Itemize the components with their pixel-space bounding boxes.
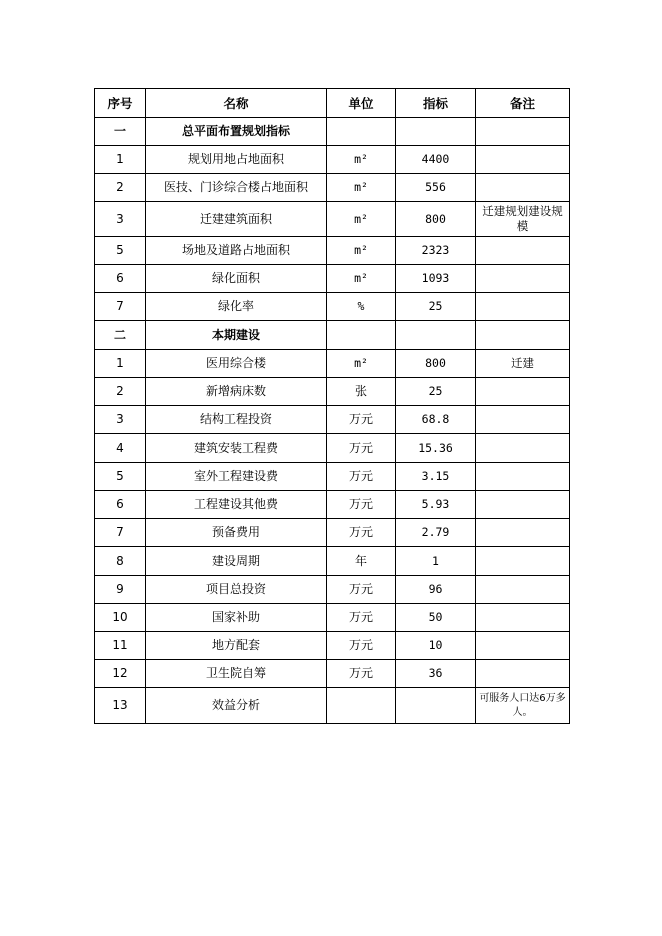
row-unit bbox=[327, 688, 396, 724]
empty-cell bbox=[327, 118, 396, 146]
row-name: 建筑安装工程费 bbox=[146, 434, 327, 463]
row-note bbox=[476, 406, 570, 434]
row-note bbox=[476, 237, 570, 265]
empty-cell bbox=[396, 118, 476, 146]
table-row bbox=[95, 146, 570, 174]
row-value: 25 bbox=[396, 293, 476, 321]
table-row bbox=[95, 547, 570, 576]
section-title: 本期建设 bbox=[146, 321, 327, 350]
row-value: 3.15 bbox=[396, 463, 476, 491]
section-row bbox=[95, 118, 570, 146]
row-number: 3 bbox=[95, 202, 146, 237]
row-note bbox=[476, 632, 570, 660]
row-value: 5.93 bbox=[396, 491, 476, 519]
row-unit: m² bbox=[327, 202, 396, 237]
empty-cell bbox=[396, 321, 476, 350]
row-name: 工程建设其他费 bbox=[146, 491, 327, 519]
table-row bbox=[95, 660, 570, 688]
row-unit: 万元 bbox=[327, 604, 396, 632]
row-number: 12 bbox=[95, 660, 146, 688]
row-unit: m² bbox=[327, 350, 396, 378]
row-unit: 万元 bbox=[327, 576, 396, 604]
row-name: 场地及道路占地面积 bbox=[146, 237, 327, 265]
row-note: 迁建规划建设规模 bbox=[476, 202, 570, 237]
row-number: 11 bbox=[95, 632, 146, 660]
table-row bbox=[95, 604, 570, 632]
row-name: 地方配套 bbox=[146, 632, 327, 660]
empty-cell bbox=[476, 321, 570, 350]
row-note bbox=[476, 519, 570, 547]
row-number: 5 bbox=[95, 463, 146, 491]
row-value: 2323 bbox=[396, 237, 476, 265]
header-row bbox=[95, 89, 570, 118]
row-unit: m² bbox=[327, 265, 396, 293]
header-cell-unit: 单位 bbox=[327, 89, 396, 118]
row-name: 室外工程建设费 bbox=[146, 463, 327, 491]
row-number: 9 bbox=[95, 576, 146, 604]
row-unit: 万元 bbox=[327, 463, 396, 491]
row-number: 1 bbox=[95, 146, 146, 174]
row-number: 2 bbox=[95, 174, 146, 202]
table-row bbox=[95, 576, 570, 604]
row-value: 50 bbox=[396, 604, 476, 632]
table-row bbox=[95, 519, 570, 547]
row-note: 迁建 bbox=[476, 350, 570, 378]
section-number: 二 bbox=[95, 321, 146, 350]
row-number: 6 bbox=[95, 491, 146, 519]
row-number: 10 bbox=[95, 604, 146, 632]
section-number: 一 bbox=[95, 118, 146, 146]
row-value: 1 bbox=[396, 547, 476, 576]
row-value: 2.79 bbox=[396, 519, 476, 547]
row-note bbox=[476, 660, 570, 688]
table-row bbox=[95, 378, 570, 406]
row-unit: % bbox=[327, 293, 396, 321]
section-row bbox=[95, 321, 570, 350]
row-note bbox=[476, 463, 570, 491]
row-name: 国家补助 bbox=[146, 604, 327, 632]
row-value: 800 bbox=[396, 350, 476, 378]
row-value: 1093 bbox=[396, 265, 476, 293]
row-note bbox=[476, 547, 570, 576]
row-note: 可服务人口达6万多人。 bbox=[476, 688, 570, 724]
row-value: 15.36 bbox=[396, 434, 476, 463]
table-row bbox=[95, 434, 570, 463]
row-note bbox=[476, 434, 570, 463]
row-note bbox=[476, 378, 570, 406]
row-value: 800 bbox=[396, 202, 476, 237]
row-name: 卫生院自筹 bbox=[146, 660, 327, 688]
header-cell-name: 名称 bbox=[146, 89, 327, 118]
row-value: 68.8 bbox=[396, 406, 476, 434]
row-unit: 万元 bbox=[327, 406, 396, 434]
row-name: 医技、门诊综合楼占地面积 bbox=[146, 174, 327, 202]
row-name: 效益分析 bbox=[146, 688, 327, 724]
row-unit: m² bbox=[327, 174, 396, 202]
header-cell-value: 指标 bbox=[396, 89, 476, 118]
table-row bbox=[95, 265, 570, 293]
row-number: 13 bbox=[95, 688, 146, 724]
row-note bbox=[476, 604, 570, 632]
row-name: 绿化面积 bbox=[146, 265, 327, 293]
row-name: 医用综合楼 bbox=[146, 350, 327, 378]
row-unit: 张 bbox=[327, 378, 396, 406]
row-number: 5 bbox=[95, 237, 146, 265]
empty-cell bbox=[476, 118, 570, 146]
table-row bbox=[95, 688, 570, 724]
row-unit: 年 bbox=[327, 547, 396, 576]
row-number: 3 bbox=[95, 406, 146, 434]
row-unit: 万元 bbox=[327, 491, 396, 519]
row-name: 预备费用 bbox=[146, 519, 327, 547]
section-title: 总平面布置规划指标 bbox=[146, 118, 327, 146]
row-name: 规划用地占地面积 bbox=[146, 146, 327, 174]
table-row bbox=[95, 463, 570, 491]
row-note bbox=[476, 491, 570, 519]
row-note bbox=[476, 146, 570, 174]
table-row bbox=[95, 491, 570, 519]
row-number: 7 bbox=[95, 293, 146, 321]
row-unit: 万元 bbox=[327, 660, 396, 688]
row-unit: 万元 bbox=[327, 434, 396, 463]
row-unit: m² bbox=[327, 146, 396, 174]
row-number: 1 bbox=[95, 350, 146, 378]
row-name: 绿化率 bbox=[146, 293, 327, 321]
row-number: 7 bbox=[95, 519, 146, 547]
row-name: 新增病床数 bbox=[146, 378, 327, 406]
empty-cell bbox=[327, 321, 396, 350]
row-number: 2 bbox=[95, 378, 146, 406]
row-unit: m² bbox=[327, 237, 396, 265]
table-row bbox=[95, 293, 570, 321]
row-number: 8 bbox=[95, 547, 146, 576]
row-number: 4 bbox=[95, 434, 146, 463]
row-note bbox=[476, 174, 570, 202]
table-row bbox=[95, 237, 570, 265]
row-value: 10 bbox=[396, 632, 476, 660]
row-note bbox=[476, 265, 570, 293]
row-name: 迁建建筑面积 bbox=[146, 202, 327, 237]
table-row bbox=[95, 406, 570, 434]
table-row bbox=[95, 350, 570, 378]
table-row bbox=[95, 632, 570, 660]
row-value: 4400 bbox=[396, 146, 476, 174]
row-value bbox=[396, 688, 476, 724]
row-value: 556 bbox=[396, 174, 476, 202]
row-note bbox=[476, 293, 570, 321]
row-unit: 万元 bbox=[327, 519, 396, 547]
table-row bbox=[95, 174, 570, 202]
row-note bbox=[476, 576, 570, 604]
row-name: 建设周期 bbox=[146, 547, 327, 576]
planning-indicator-table bbox=[94, 88, 570, 724]
header-cell-no: 序号 bbox=[95, 89, 146, 118]
row-unit: 万元 bbox=[327, 632, 396, 660]
row-number: 6 bbox=[95, 265, 146, 293]
row-value: 36 bbox=[396, 660, 476, 688]
row-name: 项目总投资 bbox=[146, 576, 327, 604]
row-value: 25 bbox=[396, 378, 476, 406]
row-value: 96 bbox=[396, 576, 476, 604]
header-cell-note: 备注 bbox=[476, 89, 570, 118]
row-name: 结构工程投资 bbox=[146, 406, 327, 434]
table-row bbox=[95, 202, 570, 237]
